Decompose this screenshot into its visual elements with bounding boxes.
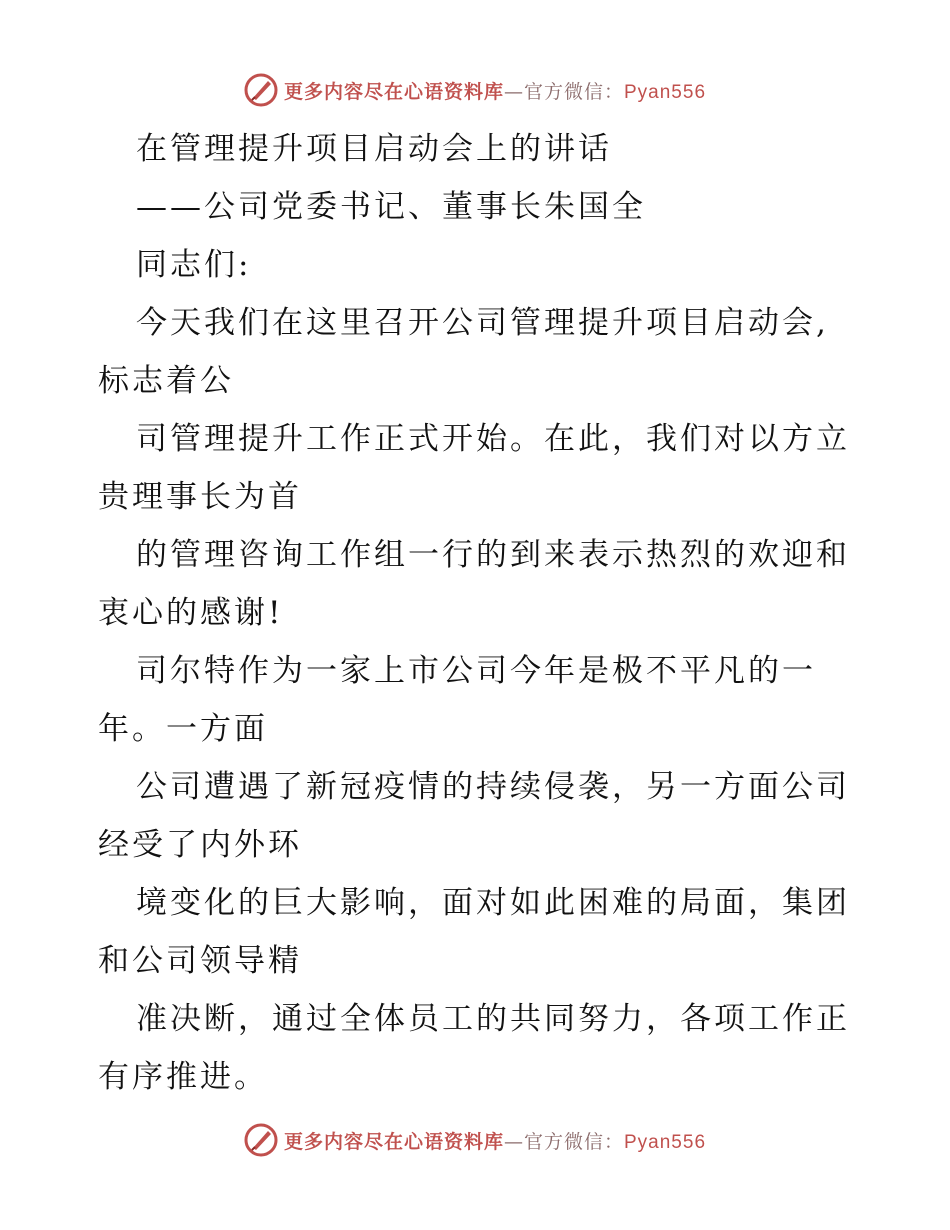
text-line: ——公司党委书记、董事长朱国全 bbox=[136, 189, 646, 225]
text-line: 境变化的巨大影响，面对如此困难的局面，集团 bbox=[136, 885, 850, 921]
text-line: 贵理事长为首 bbox=[98, 479, 302, 515]
document-body bbox=[98, 120, 858, 1106]
text-line: 标志着公 bbox=[98, 363, 234, 399]
text-line: 司尔特作为一家上市公司今年是极不平凡的一 bbox=[136, 653, 816, 689]
watermark-id: Pyan556 bbox=[624, 1131, 707, 1153]
quill-logo-icon bbox=[244, 73, 278, 107]
text-line: 衷心的感谢! bbox=[98, 595, 284, 631]
text-line: 经受了内外环 bbox=[98, 827, 302, 863]
watermark-header bbox=[0, 70, 950, 110]
text-line: 同志们: bbox=[136, 247, 252, 283]
quill-logo-icon bbox=[244, 1123, 278, 1157]
text-line: 和公司领导精 bbox=[98, 943, 302, 979]
watermark-label: —官方微信： bbox=[503, 1130, 624, 1153]
watermark-text: 更多内容尽在心语资料库 bbox=[283, 1130, 504, 1153]
text-line: 有序推进。 bbox=[98, 1059, 268, 1095]
watermark-id: Pyan556 bbox=[624, 81, 707, 103]
text-line: 在管理提升项目启动会上的讲话 bbox=[136, 131, 612, 167]
text-line: 公司遭遇了新冠疫情的持续侵袭，另一方面公司 bbox=[136, 769, 850, 805]
watermark-footer bbox=[0, 1120, 950, 1160]
text-line: 今天我们在这里召开公司管理提升项目启动会, bbox=[136, 305, 829, 341]
watermark-text: 更多内容尽在心语资料库 bbox=[283, 80, 504, 103]
text-line: 准决断，通过全体员工的共同努力，各项工作正 bbox=[136, 1001, 850, 1037]
text-line: 司管理提升工作正式开始。在此，我们对以方立 bbox=[136, 421, 850, 457]
text-line: 年。一方面 bbox=[98, 711, 268, 747]
watermark-label: —官方微信： bbox=[503, 80, 624, 103]
text-line: 的管理咨询工作组一行的到来表示热烈的欢迎和 bbox=[136, 537, 850, 573]
